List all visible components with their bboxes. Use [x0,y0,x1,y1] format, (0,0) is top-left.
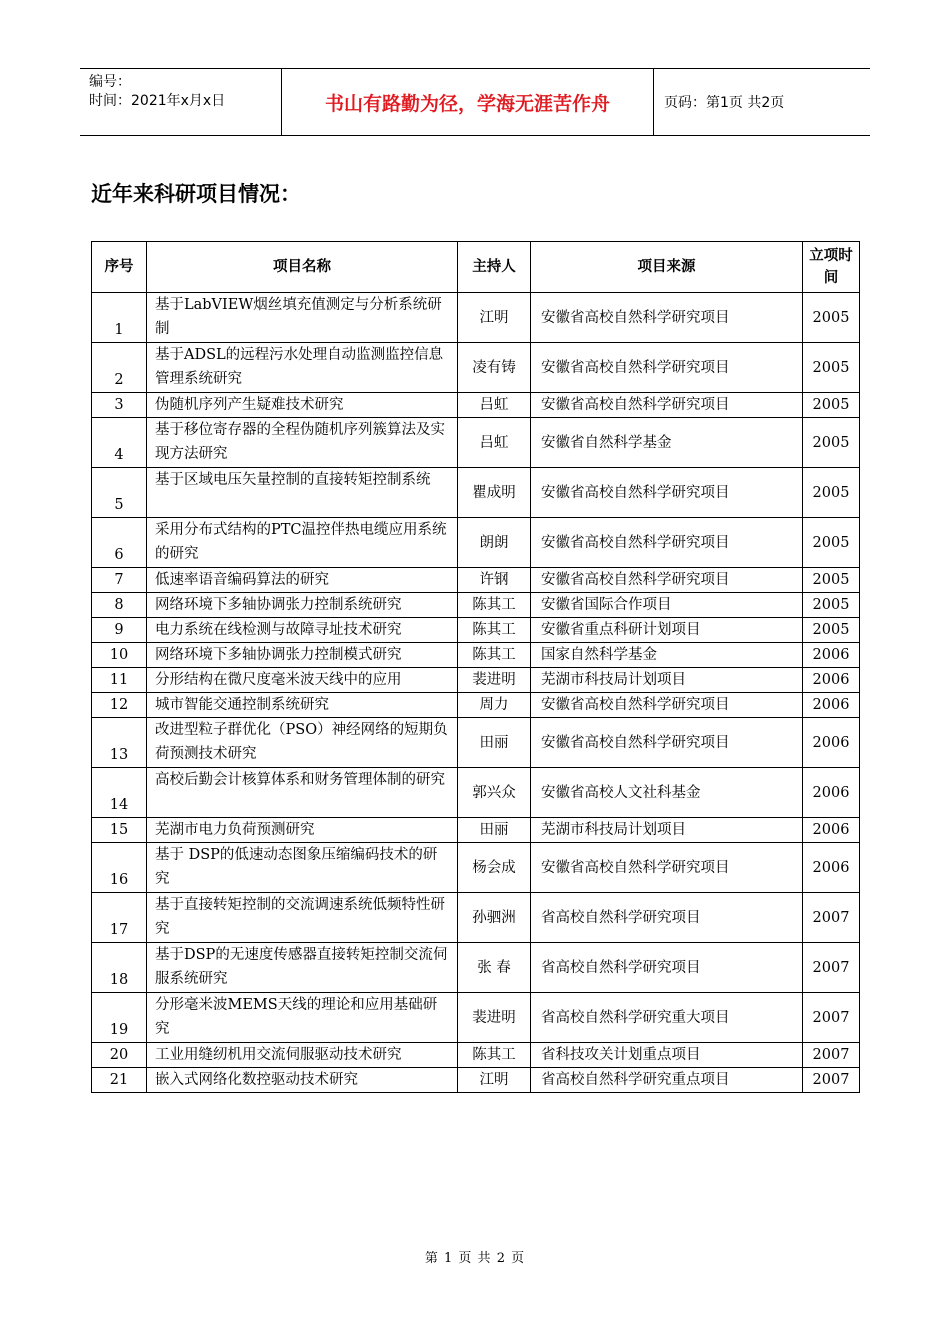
project-host: 周力 [458,693,531,718]
row-number: 10 [92,643,147,668]
project-year: 2005 [803,618,860,643]
project-year: 2007 [803,1068,860,1093]
project-host: 孙驷洲 [458,893,531,943]
row-number: 17 [92,893,147,943]
project-host: 江明 [458,293,531,343]
date-label: 时间：2021年x月x日 [89,93,226,109]
project-name: 网络环境下多轴协调张力控制系统研究 [147,593,458,618]
project-source: 省高校自然科学研究重点项目 [531,1068,803,1093]
project-host: 凌有铸 [458,343,531,393]
project-name: 高校后勤会计核算体系和财务管理体制的研究 [147,768,458,818]
row-number: 7 [92,568,147,593]
project-source: 安徽省自然科学基金 [531,418,803,468]
project-year: 2006 [803,693,860,718]
project-name: 网络环境下多轴协调张力控制模式研究 [147,643,458,668]
project-year: 2005 [803,418,860,468]
table-row [92,1068,860,1093]
project-host: 吕虹 [458,418,531,468]
page-header [80,68,870,136]
table-row [92,818,860,843]
project-name: 伪随机序列产生疑难技术研究 [147,393,458,418]
project-host: 江明 [458,1068,531,1093]
project-host: 吕虹 [458,393,531,418]
project-source: 芜湖市科技局计划项目 [531,818,803,843]
project-host: 瞿成明 [458,468,531,518]
table-row [92,643,860,668]
row-number: 20 [92,1043,147,1068]
project-host: 许钢 [458,568,531,593]
project-host: 郭兴众 [458,768,531,818]
table-header-row [92,242,860,293]
project-year: 2006 [803,668,860,693]
project-name: 基于区域电压矢量控制的直接转矩控制系统 [147,468,458,518]
project-name: 基于DSP的无速度传感器直接转矩控制交流伺服系统研究 [147,943,458,993]
project-year: 2005 [803,393,860,418]
row-number: 19 [92,993,147,1043]
row-number: 3 [92,393,147,418]
project-year: 2005 [803,468,860,518]
project-name: 改进型粒子群优化（PSO）神经网络的短期负荷预测技术研究 [147,718,458,768]
project-source: 安徽省高校自然科学研究项目 [531,568,803,593]
project-source: 安徽省高校自然科学研究项目 [531,843,803,893]
table-row [92,293,860,343]
project-name: 工业用缝纫机用交流伺服驱动技术研究 [147,1043,458,1068]
row-number: 6 [92,518,147,568]
project-source: 安徽省高校自然科学研究项目 [531,693,803,718]
header-meta [80,69,282,135]
table-row [92,468,860,518]
table-row [92,618,860,643]
project-source: 安徽省高校人文社科基金 [531,768,803,818]
project-year: 2005 [803,593,860,618]
row-number: 11 [92,668,147,693]
project-host: 裴进明 [458,993,531,1043]
project-name: 基于移位寄存器的全程伪随机序列簇算法及实现方法研究 [147,418,458,468]
project-host: 朗朗 [458,518,531,568]
row-number: 21 [92,1068,147,1093]
project-year: 2005 [803,293,860,343]
project-host: 陈其工 [458,618,531,643]
col-header-year: 立项时间 [803,242,860,293]
project-name: 分形毫米波MEMS天线的理论和应用基础研究 [147,993,458,1043]
page-title: 近年来科研项目情况： [91,182,301,206]
project-source: 省科技攻关计划重点项目 [531,1043,803,1068]
project-name: 嵌入式网络化数控驱动技术研究 [147,1068,458,1093]
col-header-source: 项目来源 [531,242,803,293]
project-year: 2006 [803,843,860,893]
project-name: 电力系统在线检测与故障寻址技术研究 [147,618,458,643]
project-year: 2006 [803,768,860,818]
row-number: 8 [92,593,147,618]
project-source: 安徽省重点科研计划项目 [531,618,803,643]
row-number: 13 [92,718,147,768]
project-name: 基于LabVIEW烟丝填充值测定与分析系统研制 [147,293,458,343]
row-number: 18 [92,943,147,993]
motto: 书山有路勤为径，学海无涯苦作舟 [282,69,654,135]
project-name: 城市智能交通控制系统研究 [147,693,458,718]
table-row [92,693,860,718]
row-number: 9 [92,618,147,643]
project-source: 省高校自然科学研究项目 [531,893,803,943]
row-number: 12 [92,693,147,718]
project-host: 田丽 [458,718,531,768]
project-name: 基于ADSL的远程污水处理自动监测监控信息管理系统研究 [147,343,458,393]
table-row [92,1043,860,1068]
project-source: 省高校自然科学研究重大项目 [531,993,803,1043]
page-info: 页码：第1页 共2页 [664,95,785,111]
project-year: 2007 [803,943,860,993]
col-header-name: 项目名称 [147,242,458,293]
table-row [92,768,860,818]
col-header-no: 序号 [92,242,147,293]
code-label: 编号： [89,74,131,90]
project-name: 基于直接转矩控制的交流调速系统低频特性研究 [147,893,458,943]
project-year: 2006 [803,643,860,668]
project-year: 2005 [803,343,860,393]
table-row [92,893,860,943]
table-row [92,993,860,1043]
table-row [92,568,860,593]
row-number: 1 [92,293,147,343]
project-host: 张 春 [458,943,531,993]
project-host: 杨会成 [458,843,531,893]
project-host: 裴进明 [458,668,531,693]
table-row [92,718,860,768]
table-row [92,593,860,618]
project-source: 省高校自然科学研究项目 [531,943,803,993]
row-number: 15 [92,818,147,843]
row-number: 2 [92,343,147,393]
page-footer: 第 1 页 共 2 页 [424,1251,526,1266]
project-name: 分形结构在微尺度毫米波天线中的应用 [147,668,458,693]
project-name: 基于 DSP的低速动态图象压缩编码技术的研究 [147,843,458,893]
project-year: 2007 [803,1043,860,1068]
row-number: 16 [92,843,147,893]
project-source: 安徽省高校自然科学研究项目 [531,293,803,343]
table-row [92,668,860,693]
project-source: 安徽省高校自然科学研究项目 [531,343,803,393]
project-source: 芜湖市科技局计划项目 [531,668,803,693]
project-source: 国家自然科学基金 [531,643,803,668]
project-source: 安徽省高校自然科学研究项目 [531,718,803,768]
project-host: 陈其工 [458,593,531,618]
table-row [92,943,860,993]
project-source: 安徽省高校自然科学研究项目 [531,518,803,568]
project-year: 2006 [803,718,860,768]
col-header-host: 主持人 [458,242,531,293]
row-number: 14 [92,768,147,818]
project-name: 芜湖市电力负荷预测研究 [147,818,458,843]
project-year: 2006 [803,818,860,843]
project-year: 2007 [803,893,860,943]
row-number: 4 [92,418,147,468]
projects-table [91,241,860,1093]
project-name: 低速率语音编码算法的研究 [147,568,458,593]
table-row [92,343,860,393]
project-host: 田丽 [458,818,531,843]
project-source: 安徽省高校自然科学研究项目 [531,393,803,418]
row-number: 5 [92,468,147,518]
table-row [92,418,860,468]
project-source: 安徽省国际合作项目 [531,593,803,618]
table-row [92,843,860,893]
project-host: 陈其工 [458,1043,531,1068]
project-year: 2005 [803,568,860,593]
table-row [92,393,860,418]
project-year: 2007 [803,993,860,1043]
project-name: 采用分布式结构的PTC温控伴热电缆应用系统的研究 [147,518,458,568]
project-host: 陈其工 [458,643,531,668]
table-row [92,518,860,568]
project-year: 2005 [803,518,860,568]
project-source: 安徽省高校自然科学研究项目 [531,468,803,518]
